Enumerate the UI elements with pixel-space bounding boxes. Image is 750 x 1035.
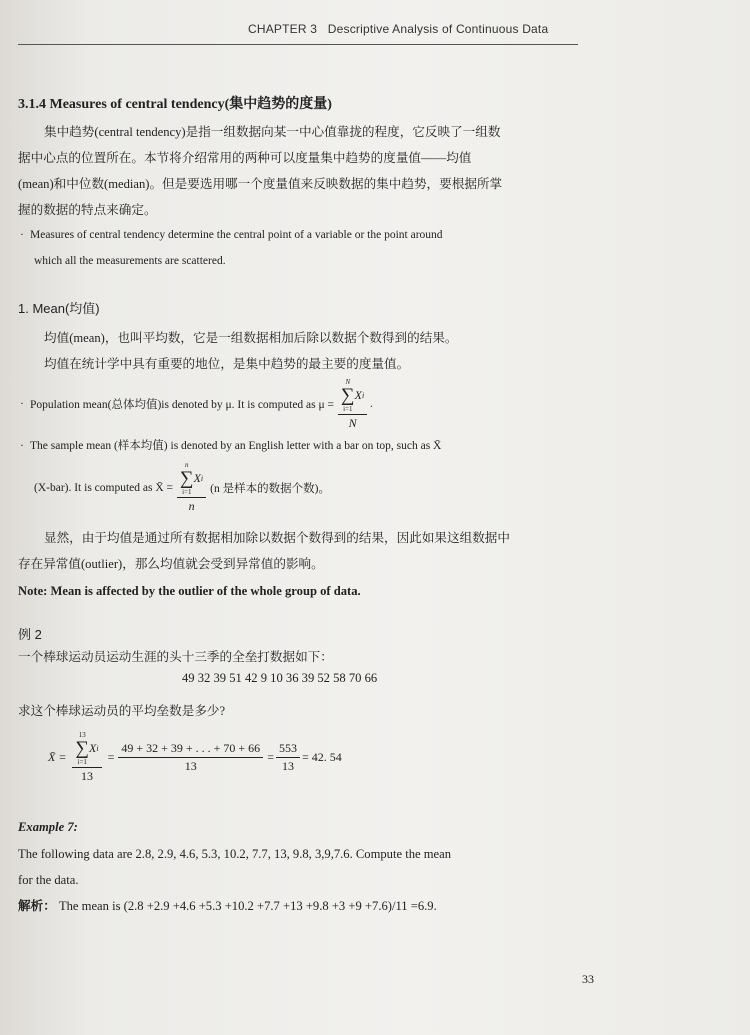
section-title: 3.1.4 Measures of central tendency(集中趋势的度量) bbox=[18, 97, 332, 112]
example2-formula: X̄ = 13 ∑ i=1 X i 13 = $\frac{49 + 32 + 39 + . . . + 70 + 66}{13}$ = $\frac{553}{13}$ = 42. 54 bbox=[48, 730, 342, 783]
bullet-line: which all the measurements are scattered. bbox=[34, 255, 226, 267]
population-mean-formula: N ∑ i=1 X i N bbox=[338, 378, 367, 431]
example7-text bbox=[18, 841, 608, 893]
bullet-line: Measures of central tendency determine the central point of a variable or the point around bbox=[30, 229, 443, 241]
outlier-paragraph bbox=[18, 525, 588, 577]
intro-paragraph bbox=[18, 119, 588, 223]
sigma-symbol: N ∑ i=1 bbox=[341, 377, 355, 413]
sigma-symbol: 13 ∑ i=1 bbox=[75, 730, 89, 766]
example7-line: for the data. bbox=[18, 873, 79, 887]
example7-label: Example 7: bbox=[18, 820, 78, 834]
bullet-central-tendency bbox=[20, 222, 590, 274]
sample-mean-formula: n ∑ i=1 X i n bbox=[177, 461, 206, 514]
outlier-line: 存在异常值(outlier)，那么均值就会受到异常值的影响。 bbox=[18, 557, 324, 571]
note-label: Note: bbox=[18, 584, 48, 598]
intro-line: 据中心点的位置所在。本节将介绍常用的两种可以度量集中趋势的度量值——均值 bbox=[18, 151, 472, 165]
chapter-label: CHAPTER 3 bbox=[248, 22, 318, 36]
sample-mean-line: The sample mean (样本均值) is denoted by an English letter with a bar on top, such as X̄ bbox=[30, 440, 442, 452]
intro-line: 集中趋势(central tendency)是指一组数据向某一中心值靠拢的程度，它反映了一组数 bbox=[44, 125, 501, 139]
mean-heading: 1. Mean(均值) bbox=[18, 301, 100, 316]
header-rule bbox=[18, 44, 578, 45]
sigma-symbol: n ∑ i=1 bbox=[180, 461, 194, 496]
bullet-dot: · bbox=[20, 229, 24, 241]
intro-line: 握的数据的特点来确定。 bbox=[18, 203, 157, 217]
solution-label: 解析： bbox=[18, 899, 56, 913]
mean-line: 均值(mean)，也叫平均数，它是一组数据相加后除以数据个数得到的结果。 bbox=[44, 331, 458, 345]
example2-desc: 一个棒球运动员运动生涯的头十三季的全垒打数据如下： bbox=[18, 650, 333, 664]
note-text: Mean is affected by the outlier of the whole group of data. bbox=[50, 584, 361, 598]
bullet-dot: · bbox=[20, 440, 24, 452]
population-mean-bullet: · Population mean(总体均值)is denoted by μ. It is computed as μ = N ∑ i=1 X i N . bbox=[20, 377, 373, 430]
population-mean-text: Population mean(总体均值)is denoted by μ. It is computed as μ = bbox=[30, 399, 335, 411]
sample-mean-lead: (X-bar). It is computed as X̄ = bbox=[34, 481, 174, 494]
mean-definition bbox=[44, 325, 584, 377]
example7-line: The following data are 2.8, 2.9, 4.6, 5.3, 10.2, 7.7, 13, 9.8, 3,9,7.6. Compute the mean bbox=[18, 847, 452, 861]
note bbox=[18, 584, 361, 599]
intro-line: (mean)和中位数(median)。但是要选用哪一个度量值来反映数据的集中趋势，要根据所掌 bbox=[18, 177, 503, 191]
sample-mean-bullet bbox=[20, 437, 590, 514]
example2-data: 49 32 39 51 42 9 10 36 39 52 58 70 66 bbox=[182, 671, 378, 685]
chapter-title: Descriptive Analysis of Continuous Data bbox=[327, 22, 549, 36]
example2-question: 求这个棒球运动员的平均垒数是多少? bbox=[18, 704, 226, 718]
sample-mean-note: (n 是样本的数据个数)。 bbox=[210, 482, 330, 495]
solution-text: The mean is (2.8 +2.9 +4.6 +5.3 +10.2 +7.7 +13 +9.8 +3 +9 +7.6)/11 =6.9. bbox=[58, 899, 437, 913]
example7-solution bbox=[18, 895, 437, 914]
example2-label: 例 2 bbox=[18, 627, 42, 642]
bullet-dot: · bbox=[20, 398, 24, 410]
mean-line: 均值在统计学中具有重要的地位，是集中趋势的最主要的度量值。 bbox=[44, 357, 410, 371]
outlier-line: 显然，由于均值是通过所有数据相加除以数据个数得到的结果，因此如果这组数据中 bbox=[44, 531, 510, 545]
page-number: 33 bbox=[582, 972, 594, 986]
running-header bbox=[248, 22, 548, 36]
